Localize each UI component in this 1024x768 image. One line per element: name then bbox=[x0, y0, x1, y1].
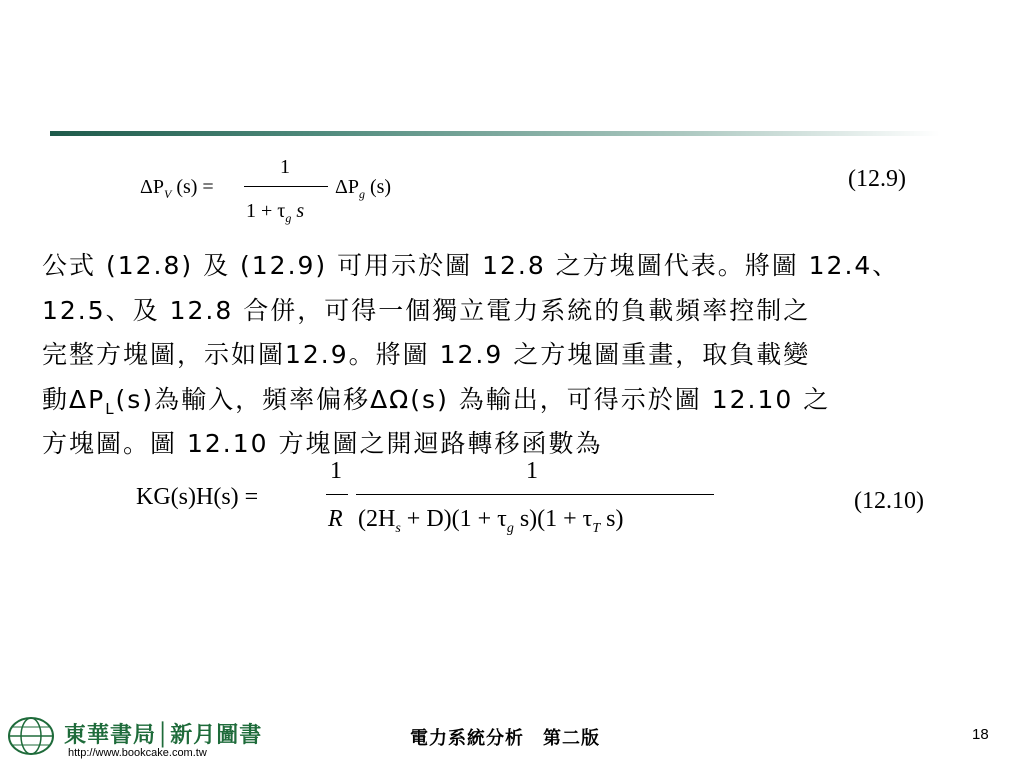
paragraph-line-5: 方塊圖。圖 12.10 方塊圖之開迴路轉移函數為 bbox=[42, 429, 603, 458]
eq2-num1: 1 bbox=[330, 458, 342, 484]
eq2-fraction-bar-1 bbox=[326, 494, 348, 495]
body-paragraph bbox=[42, 244, 992, 467]
eq2-den1: R bbox=[328, 506, 343, 532]
eq2-number: (12.10) bbox=[854, 488, 924, 514]
eq2-num2: 1 bbox=[526, 458, 538, 484]
eq1-lhs: $\Delta P_V$ (s) = bbox=[140, 176, 214, 201]
paragraph-line-2: 12.5、及 12.8 合併，可得一個獨立電力系統的負載頻率控制之 bbox=[42, 295, 811, 325]
eq2-lhs: KG(s)H(s) = bbox=[136, 484, 259, 510]
footer-book-title: 電力系統分析 第二版 bbox=[410, 728, 600, 749]
title-divider-bar bbox=[50, 131, 940, 136]
paragraph-line-1: 公式 (12.8) 及 (12.9) 可用示於圖 12.8 之方塊圖代表。將圖 12.4、 bbox=[42, 251, 900, 280]
eq1-number: (12.9) bbox=[848, 166, 906, 192]
page-number: 18 bbox=[972, 726, 989, 743]
eq1-rhs: $\Delta P_g$ (s) bbox=[335, 176, 392, 201]
publisher-logo bbox=[6, 714, 286, 764]
paragraph-line-4: 動$\Delta P_L(s)$為輸入，頻率偏移ΔΩ(s) 為輸出，可得示於圖 12.10 之 bbox=[42, 384, 831, 418]
eq2-fraction-bar-2 bbox=[356, 494, 714, 495]
eq1-numerator: 1 bbox=[280, 156, 290, 178]
logo-url: http://www.bookcake.com.tw bbox=[68, 747, 207, 759]
eq2-den2: $(2H_s + D)(1 + \tau_g$ $s)(1 + \tau_T$ s) bbox=[358, 506, 624, 536]
paragraph-line-3: 完整方塊圖，示如圖12.9。將圖 12.9 之方塊圖重畫，取負載變 bbox=[42, 340, 811, 369]
logo-text: 東華書局│新月圖書 bbox=[64, 722, 263, 748]
eq1-fraction-bar bbox=[244, 186, 328, 187]
eq1-denominator: $1 + \tau_g$ s bbox=[246, 200, 305, 225]
globe-logo-icon bbox=[6, 714, 56, 758]
